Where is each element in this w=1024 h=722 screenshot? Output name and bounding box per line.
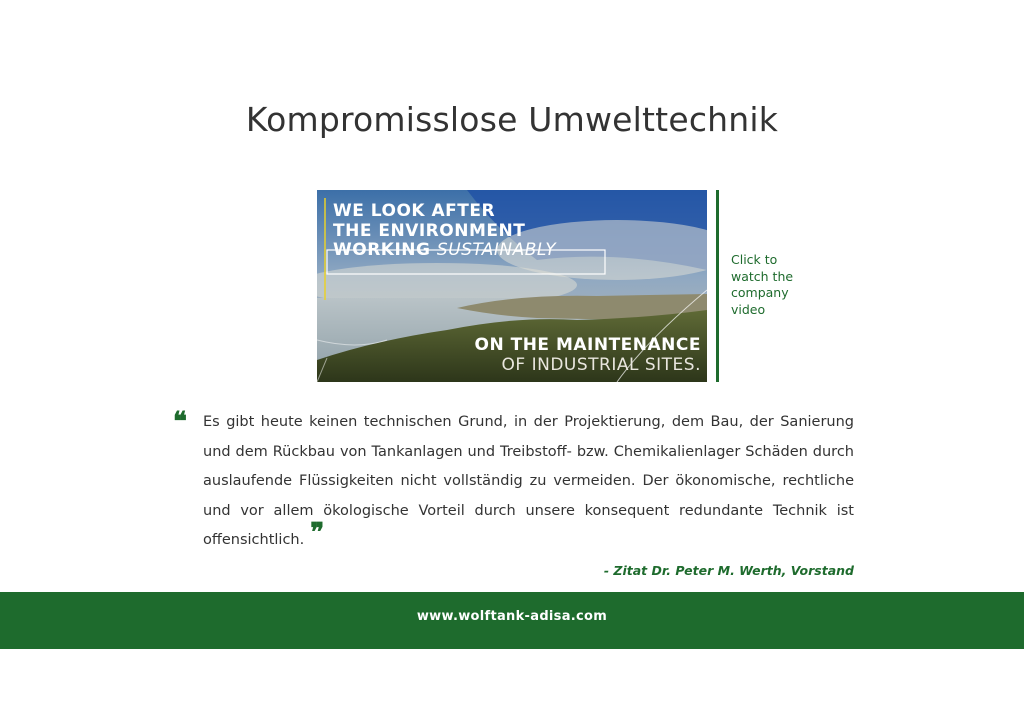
video-subline2: OF INDUSTRIAL SITES. <box>501 354 701 375</box>
video-headline-line1: WE LOOK AFTER <box>333 201 496 221</box>
quote-attribution: - Zitat Dr. Peter M. Werth, Vorstand <box>603 563 854 578</box>
quote-open-icon: ❝ <box>173 407 187 437</box>
video-headline <box>333 202 556 261</box>
footer-bar <box>0 592 1024 649</box>
quote-block <box>203 408 854 556</box>
video-headline-line2: THE ENVIRONMENT <box>333 220 526 241</box>
watch-video-link[interactable]: Click to watch the company video <box>731 252 794 317</box>
quote-close-icon: ❞ <box>310 518 325 549</box>
page-title: Kompromisslose Umwelttechnik <box>245 100 779 139</box>
video-headline-emphasis: SUSTAINABLY <box>436 240 557 261</box>
website-link[interactable]: www.wolftank-adisa.com <box>416 609 608 624</box>
video-divider <box>716 190 719 382</box>
video-subline1: ON THE MAINTENANCE <box>474 335 701 355</box>
video-subline <box>475 336 702 375</box>
video-headline-line3 <box>333 241 556 261</box>
company-video-thumbnail[interactable] <box>317 190 707 382</box>
video-headline-prefix: WORKING <box>333 240 437 261</box>
quote-text: Es gibt heute keinen technischen Grund, in der Projektierung, dem Bau, der Sanierung und dem Rückbau von Tankanlagen und Treibstoff- bzw. Chemikalienlager Schäden durch auslaufende Flüssigkeiten nicht vollständig zu vermeiden. Der ökonomische, rechtliche und vor allem ökologische Vorteil durch unsere konsequent redundante Technik ist offensichtlich. <box>203 414 854 549</box>
